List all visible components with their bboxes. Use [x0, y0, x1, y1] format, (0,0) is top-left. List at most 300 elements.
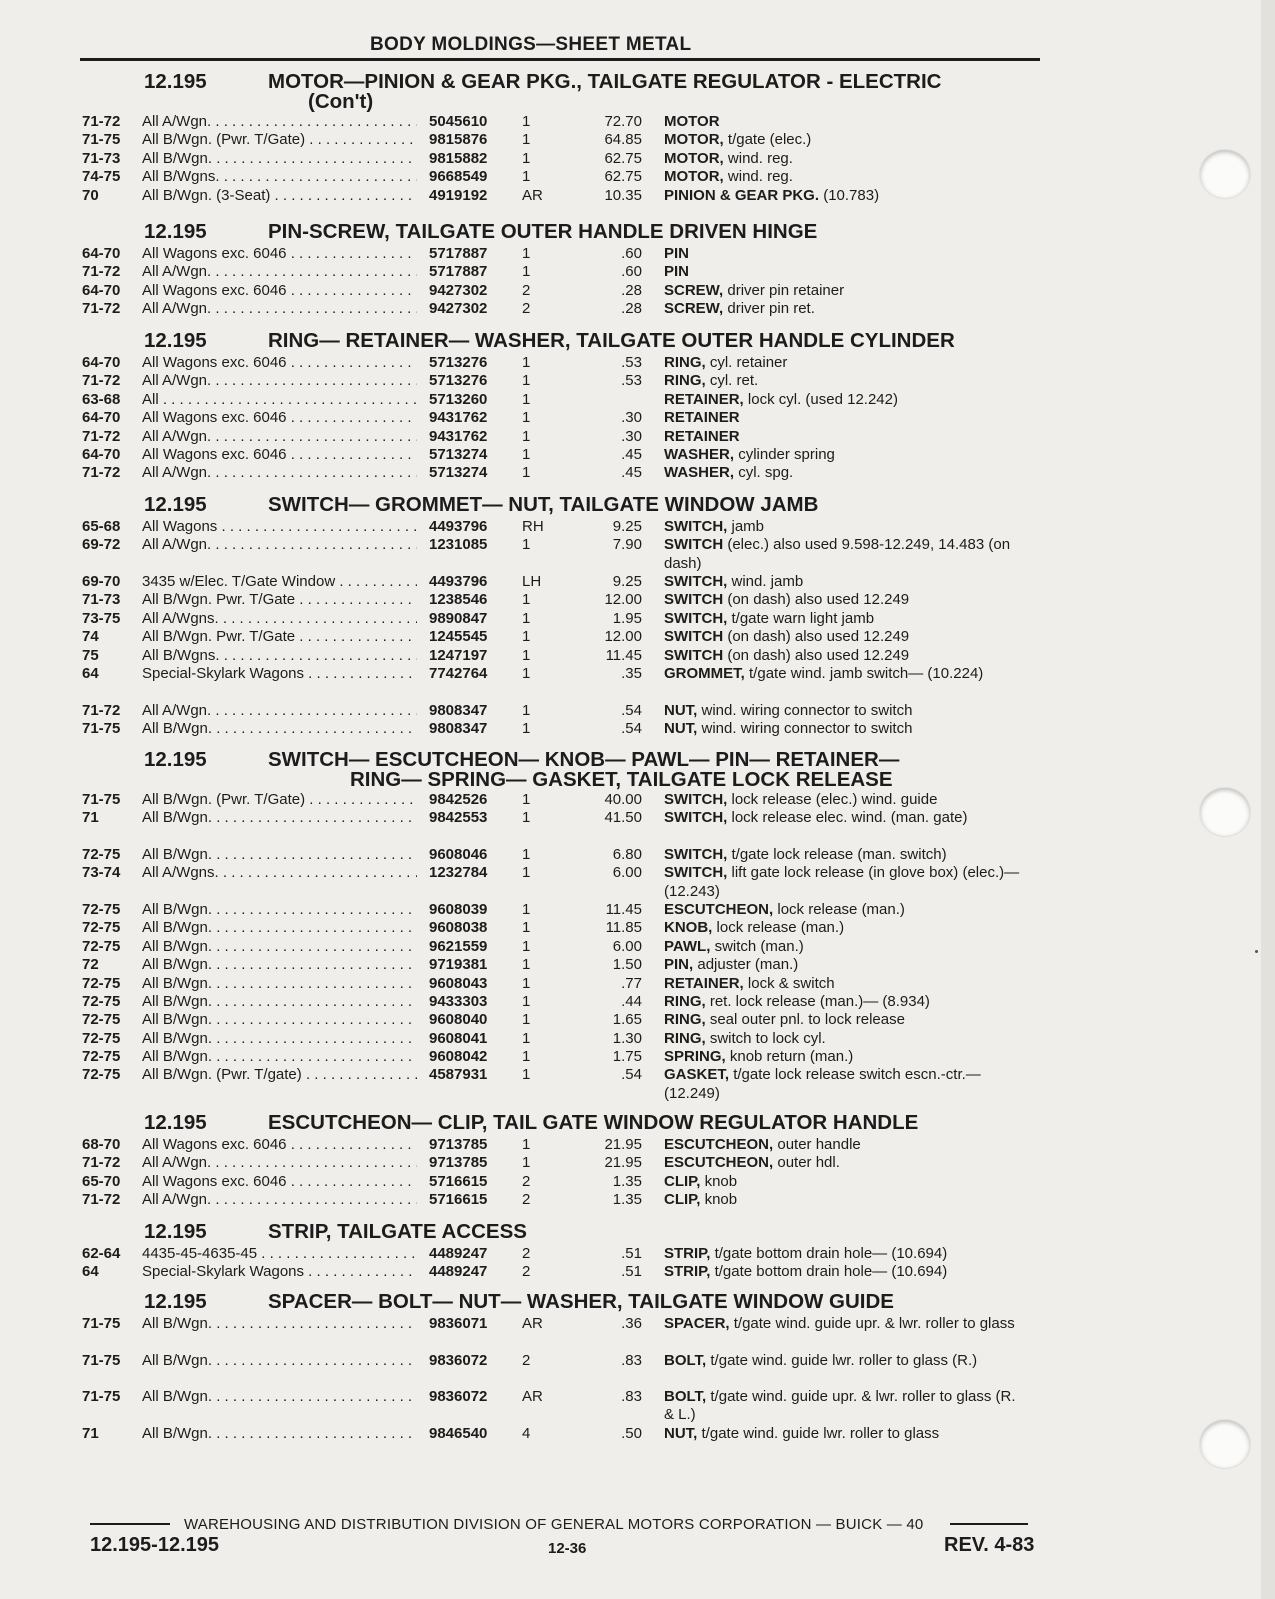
price: 21.95 [604, 1136, 642, 1153]
part-number: 9808347 [429, 719, 488, 737]
application: All B/Wgn. . . . [142, 1425, 417, 1442]
part-detail: wind. reg. [727, 168, 793, 186]
model-years: 74-75 [82, 168, 121, 186]
model-years: 71-75 [82, 1315, 121, 1332]
part-name: MOTOR, [664, 168, 724, 186]
part-number: 9815876 [429, 131, 488, 149]
quantity: 1 [522, 445, 531, 463]
part-number: 1238546 [429, 591, 488, 609]
quantity: 1 [522, 609, 531, 627]
model-years: 71-72 [82, 1154, 121, 1172]
model-years: 72-75 [82, 1011, 121, 1029]
part-name: RING, [664, 354, 706, 371]
part-name: SPRING, [664, 1048, 726, 1066]
part-number: 4493796 [429, 518, 488, 535]
catalog-row [82, 1245, 1042, 1263]
part-description [664, 938, 1024, 956]
part-name: RING, [664, 1029, 706, 1047]
application: All B/Wgns. . . . [142, 168, 417, 185]
quantity: 1 [522, 719, 531, 737]
catalog-row [82, 791, 1042, 809]
quantity: 1 [522, 864, 531, 882]
part-name: CLIP, [664, 1191, 701, 1209]
part-detail: cyl. spg. [738, 464, 794, 482]
price: 62.75 [604, 168, 642, 186]
part-number: 5713276 [429, 354, 488, 371]
part-detail: t/gate warn light jamb [731, 609, 875, 627]
catalog-row [82, 1011, 1042, 1029]
application: All A/Wgn. . . . [142, 1191, 417, 1208]
application: All A/Wgns. . . . [142, 864, 417, 881]
catalog-row [82, 282, 1042, 300]
price: 11.45 [605, 646, 642, 664]
part-name: CLIP, [664, 1172, 701, 1190]
part-description [664, 354, 1024, 372]
model-years: 72-75 [82, 845, 121, 863]
part-number: 9608039 [429, 900, 488, 918]
model-years: 72-75 [82, 1029, 121, 1047]
model-years: 63-68 [82, 390, 121, 408]
section-title-line2: (Con't) [308, 90, 374, 113]
application: All A/Wgns. . . . [142, 610, 417, 627]
quantity: 1 [522, 427, 531, 445]
model-years: 64-70 [82, 281, 121, 299]
part-detail: (on dash) also used 12.249 [727, 628, 910, 646]
catalog-row [82, 1263, 1042, 1281]
price: .83 [621, 1388, 642, 1406]
application: All A/Wgn. . . . [142, 464, 417, 481]
quantity: 1 [522, 646, 531, 664]
part-name: SCREW, [664, 300, 724, 318]
price: .60 [621, 245, 642, 262]
part-detail: lock & switch [747, 974, 835, 992]
quantity: 1 [522, 701, 531, 719]
part-description [664, 1191, 1024, 1209]
quantity: AR [522, 1315, 543, 1332]
part-description [664, 919, 1024, 937]
price: 11.85 [605, 919, 642, 937]
part-description [664, 282, 1024, 300]
catalog-row [82, 168, 1042, 186]
model-years: 71-72 [82, 464, 121, 482]
part-name: RING, [664, 992, 706, 1010]
part-number: 7742764 [429, 664, 488, 682]
catalog-row [82, 150, 1042, 168]
application: All A/Wgn. . . . [142, 263, 417, 280]
part-description [664, 791, 1024, 809]
catalog-row [82, 187, 1042, 205]
quantity: 2 [522, 1172, 531, 1190]
part-detail: t/gate bottom drain hole— (10.694) [714, 1263, 948, 1281]
price: 12.00 [604, 591, 642, 609]
model-years: 72-75 [82, 1048, 121, 1066]
catalog-row [82, 263, 1042, 281]
footer-division: WAREHOUSING AND DISTRIBUTION DIVISION OF GENERAL MOTORS CORPORATION — BUICK — 40 [184, 1516, 924, 1533]
price: 12.00 [604, 628, 642, 646]
part-number: 9846540 [429, 1424, 488, 1442]
model-years: 72-75 [82, 900, 121, 918]
catalog-row [82, 993, 1042, 1011]
catalog-row [82, 1315, 1042, 1352]
application: All A/Wgn. . . . [142, 372, 417, 389]
quantity: 2 [522, 300, 531, 318]
part-description [664, 610, 1024, 628]
application: All Wagons exc. 6046 . . . [142, 354, 417, 371]
part-detail: t/gate lock release (man. switch) [731, 845, 947, 863]
price: 1.35 [612, 1191, 642, 1209]
catalog-row [82, 1388, 1042, 1425]
part-number: 9431762 [429, 409, 488, 427]
footer-revision: REV. 4-83 [944, 1534, 1035, 1556]
section-number: 12.195 [144, 220, 207, 243]
model-years: 64-70 [82, 245, 121, 262]
part-description [664, 956, 1024, 974]
quantity: 1 [522, 1029, 531, 1047]
model-years: 69-70 [82, 572, 121, 590]
part-description [664, 300, 1024, 318]
part-name: NUT, [664, 1424, 698, 1442]
part-name: STRIP, [664, 1263, 711, 1281]
application: All B/Wgn. . . . [142, 1011, 417, 1028]
part-name: SPACER, [664, 1315, 730, 1332]
part-description [664, 647, 1024, 665]
part-name: PIN [664, 263, 690, 281]
section-number: 12.195 [144, 748, 207, 771]
quantity: 1 [522, 1154, 531, 1172]
part-number: 9608040 [429, 1011, 488, 1029]
price: .28 [621, 281, 642, 299]
part-detail: t/gate wind. guide lwr. roller to glass [701, 1424, 940, 1442]
catalog-row [82, 809, 1042, 846]
part-description [664, 591, 1024, 609]
part-description [664, 1066, 1024, 1103]
catalog-row [82, 720, 1042, 738]
model-years: 71-72 [82, 1191, 121, 1209]
price: 1.95 [612, 609, 642, 627]
catalog-row [82, 245, 1042, 263]
part-name: BOLT, [664, 1351, 707, 1369]
catalog-row [82, 1048, 1042, 1066]
part-description [664, 391, 1024, 409]
section-title: SWITCH— ESCUTCHEON— KNOB— PAWL— PIN— RETAINER— [268, 748, 900, 771]
quantity: 1 [522, 956, 531, 974]
quantity: 1 [522, 245, 531, 262]
footer-group-range: 12.195-12.195 [90, 1534, 220, 1556]
part-description [664, 131, 1024, 149]
catalog-row [82, 1154, 1042, 1172]
quantity: 1 [522, 536, 531, 554]
model-years: 64 [82, 664, 99, 682]
part-description [664, 628, 1024, 646]
part-number: 9608038 [429, 919, 488, 937]
quantity: 1 [522, 919, 531, 937]
part-name: RETAINER [664, 427, 740, 445]
quantity: 2 [522, 1351, 531, 1369]
quantity: 1 [522, 1066, 531, 1084]
part-name: RETAINER, [664, 390, 744, 408]
price: .53 [621, 354, 642, 371]
price: .45 [621, 445, 642, 463]
application: All A/Wgn. . . . [142, 702, 417, 719]
quantity: 1 [522, 149, 531, 167]
quantity: 1 [522, 390, 531, 408]
part-description [664, 901, 1024, 919]
application: All B/Wgn. . . . [142, 809, 417, 826]
catalog-row [82, 1425, 1042, 1443]
part-number: 9808347 [429, 701, 488, 719]
part-description [664, 1011, 1024, 1029]
catalog-row [82, 846, 1042, 864]
quantity: AR [522, 1388, 543, 1406]
part-name: MOTOR, [664, 131, 724, 149]
application: All B/Wgn. . . . [142, 956, 417, 973]
application: All B/Wgn. Pwr. T/Gate . . . [142, 628, 417, 645]
quantity: 1 [522, 372, 531, 390]
price: 62.75 [604, 149, 642, 167]
catalog-row [82, 409, 1042, 427]
model-years: 68-70 [82, 1136, 121, 1153]
catalog-row [82, 702, 1042, 720]
price: .30 [621, 427, 642, 445]
price: .54 [621, 701, 642, 719]
part-detail: wind. jamb [731, 572, 804, 590]
part-name: SWITCH [664, 628, 724, 646]
part-number: 9815882 [429, 149, 488, 167]
application: All A/Wgn. . . . [142, 428, 417, 445]
part-number: 9427302 [429, 281, 488, 299]
quantity: 1 [522, 1048, 531, 1066]
price: 10.35 [604, 186, 642, 204]
catalog-row [82, 428, 1042, 446]
part-number: 9842526 [429, 791, 488, 808]
model-years: 74 [82, 628, 99, 646]
header-rule [80, 58, 1040, 61]
part-detail: t/gate wind. jamb switch— (10.224) [749, 664, 984, 682]
part-detail: lock release elec. wind. (man. gate) [731, 809, 968, 827]
part-description [664, 263, 1024, 281]
section [82, 220, 1042, 319]
part-name: STRIP, [664, 1245, 711, 1262]
part-number: 4493796 [429, 572, 488, 590]
section-heading [82, 70, 1042, 92]
application: All B/Wgn. . . . [142, 901, 417, 918]
catalog-row [82, 919, 1042, 937]
price: .51 [621, 1245, 642, 1262]
part-description [664, 428, 1024, 446]
quantity: 1 [522, 664, 531, 682]
quantity: 1 [522, 992, 531, 1010]
part-detail: (10.783) [823, 186, 880, 204]
model-years: 64-70 [82, 354, 121, 371]
price: .83 [621, 1351, 642, 1369]
part-number: 4919192 [429, 186, 488, 204]
part-description [664, 113, 1024, 131]
model-years: 73-75 [82, 609, 121, 627]
part-number: 4587931 [429, 1066, 488, 1084]
quantity: 1 [522, 591, 531, 609]
model-years: 71-75 [82, 1351, 121, 1369]
part-description [664, 446, 1024, 464]
part-detail: cyl. retainer [709, 354, 788, 371]
part-detail: driver pin ret. [727, 300, 815, 318]
part-number: 1247197 [429, 646, 488, 664]
part-description [664, 1136, 1024, 1154]
application: All B/Wgn. (Pwr. T/Gate) . . . [142, 791, 417, 808]
quantity: 1 [522, 900, 531, 918]
part-number: 5716615 [429, 1172, 488, 1190]
part-detail: seal outer pnl. to lock release [709, 1011, 905, 1029]
model-years: 72 [82, 956, 99, 974]
price: 6.00 [612, 937, 642, 955]
catalog-row [82, 518, 1042, 536]
price: 1.65 [612, 1011, 642, 1029]
part-description [664, 665, 1024, 683]
application: All A/Wgn. . . . [142, 300, 417, 317]
part-name: SWITCH [664, 536, 724, 554]
section-heading [82, 220, 1042, 242]
application: All B/Wgn. (Pwr. T/Gate) . . . [142, 131, 417, 148]
section [82, 748, 1042, 1103]
quantity: 1 [522, 263, 531, 281]
part-detail: (elec.) also used 9.598-12.249, 14.483 (on dash) [664, 536, 1011, 572]
part-description [664, 1245, 1024, 1263]
catalog-row [82, 956, 1042, 974]
part-name: SWITCH, [664, 572, 728, 590]
part-number: 5713260 [429, 390, 488, 408]
part-name: RETAINER [664, 409, 740, 427]
section-title: SWITCH— GROMMET— NUT, TAILGATE WINDOW JAMB [268, 493, 819, 516]
part-number: 9842553 [429, 809, 488, 827]
quantity: 1 [522, 168, 531, 186]
section-number: 12.195 [144, 1290, 207, 1313]
part-name: ESCUTCHEON, [664, 900, 774, 918]
model-years: 72-75 [82, 919, 121, 937]
part-description [664, 168, 1024, 186]
price: 9.25 [612, 572, 642, 590]
part-name: SWITCH [664, 646, 724, 664]
part-name: RETAINER, [664, 974, 744, 992]
quantity: 1 [522, 131, 531, 149]
part-number: 9713785 [429, 1154, 488, 1172]
part-detail: t/gate wind. guide upr. & lwr. roller to glass (R. & L.) [664, 1388, 1016, 1424]
part-detail: lift gate lock release (in glove box) (elec.)— (12.243) [664, 864, 1020, 900]
quantity: 2 [522, 1245, 531, 1262]
model-years: 71-75 [82, 1388, 121, 1406]
part-description [664, 864, 1024, 901]
application: All . . . [142, 391, 417, 408]
application: All B/Wgn. . . . [142, 975, 417, 992]
model-years: 71 [82, 809, 99, 827]
model-years: 71-72 [82, 113, 121, 130]
model-years: 64-70 [82, 445, 121, 463]
binder-hole-middle [1200, 788, 1250, 836]
page-header: BODY MOLDINGS—SHEET METAL [370, 34, 692, 55]
catalog-row [82, 864, 1042, 901]
application: All B/Wgn. . . . [142, 150, 417, 167]
part-detail: jamb [731, 518, 765, 535]
section-title: SPACER— BOLT— NUT— WASHER, TAILGATE WINDOW GUIDE [268, 1290, 894, 1313]
part-number: 9713785 [429, 1136, 488, 1153]
model-years: 70 [82, 186, 99, 204]
part-detail: t/gate bottom drain hole— (10.694) [714, 1245, 948, 1262]
binder-hole-bottom [1200, 1420, 1250, 1468]
part-description [664, 702, 1024, 720]
part-detail: lock release (man.) [716, 919, 845, 937]
part-description [664, 372, 1024, 390]
model-years: 64 [82, 1263, 99, 1281]
part-name: NUT, [664, 701, 698, 719]
part-number: 5717887 [429, 263, 488, 281]
price: .54 [621, 1066, 642, 1084]
section-heading [82, 1220, 1042, 1242]
price: .45 [621, 464, 642, 482]
price: 6.80 [612, 845, 642, 863]
catalog-row [82, 1136, 1042, 1154]
catalog-row [82, 1066, 1042, 1103]
section [82, 1111, 1042, 1210]
part-detail: knob [704, 1172, 738, 1190]
part-number: 4489247 [429, 1263, 488, 1281]
section-heading [82, 748, 1042, 770]
quantity: AR [522, 186, 543, 204]
part-detail: wind. reg. [727, 149, 793, 167]
part-detail: (on dash) also used 12.249 [727, 591, 910, 609]
footer-rule-right [950, 1523, 1028, 1525]
application: All Wagons exc. 6046 . . . [142, 446, 417, 463]
catalog-row [82, 591, 1042, 609]
price: 1.50 [612, 956, 642, 974]
model-years: 72-75 [82, 992, 121, 1010]
part-name: RING, [664, 372, 706, 390]
quantity: 1 [522, 1011, 531, 1029]
application: All A/Wgn. . . . [142, 536, 417, 553]
part-name: SWITCH, [664, 864, 728, 882]
price: .28 [621, 300, 642, 318]
part-description [664, 1048, 1024, 1066]
part-detail: ret. lock release (man.)— (8.934) [709, 992, 930, 1010]
application: All B/Wgn. . . . [142, 1352, 417, 1369]
price: .50 [621, 1424, 642, 1442]
part-number: 9608042 [429, 1048, 488, 1066]
part-number: 5716615 [429, 1191, 488, 1209]
part-name: GASKET, [664, 1066, 730, 1084]
section-number: 12.195 [144, 70, 207, 93]
part-number: 5713276 [429, 372, 488, 390]
part-number: 4489247 [429, 1245, 488, 1262]
model-years: 72-75 [82, 974, 121, 992]
part-number: 5713274 [429, 464, 488, 482]
application: All B/Wgn. (Pwr. T/gate) . . . [142, 1066, 417, 1083]
section-title: RING— RETAINER— WASHER, TAILGATE OUTER HANDLE CYLINDER [268, 329, 955, 352]
catalog-row [82, 938, 1042, 956]
application: All A/Wgn. . . . [142, 113, 417, 130]
application: All B/Wgn. . . . [142, 1030, 417, 1047]
price: .60 [621, 263, 642, 281]
part-name: SCREW, [664, 281, 724, 299]
part-description [664, 150, 1024, 168]
price: .30 [621, 409, 642, 427]
application: All Wagons exc. 6046 . . . [142, 282, 417, 299]
part-name: WASHER, [664, 445, 735, 463]
part-detail: outer handle [777, 1136, 861, 1153]
application: All Wagons exc. 6046 . . . [142, 409, 417, 426]
application: All B/Wgns. . . . [142, 647, 417, 664]
catalog-row [82, 536, 1042, 573]
model-years: 75 [82, 646, 99, 664]
price: .35 [621, 664, 642, 682]
part-description [664, 993, 1024, 1011]
part-number: 9719381 [429, 956, 488, 974]
